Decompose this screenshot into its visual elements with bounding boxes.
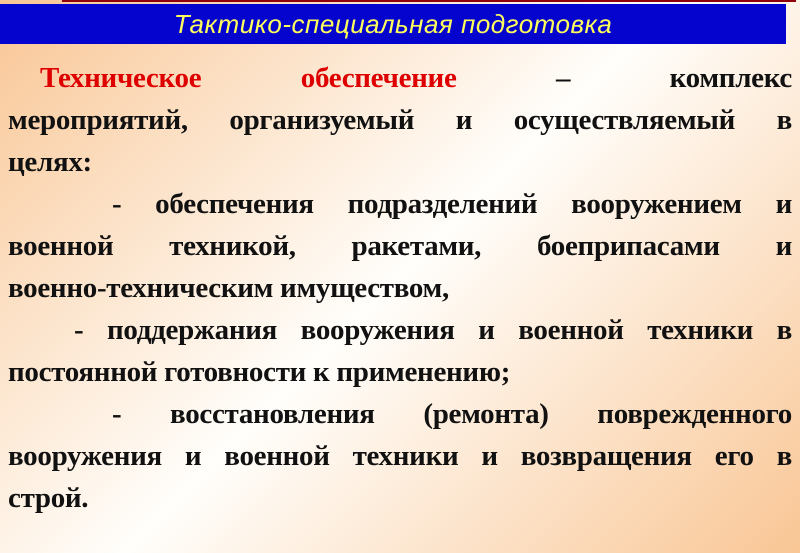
body-text-segment: военно-техническим имуществом, <box>8 272 449 304</box>
body-line <box>8 183 792 225</box>
body-line <box>8 267 792 309</box>
body-line <box>8 141 792 183</box>
body-text-segment: - обеспечения подразделений вооружением и <box>112 188 792 220</box>
body-line <box>8 57 792 99</box>
body-line <box>8 351 792 393</box>
top-border-line <box>62 0 796 2</box>
title-bar <box>0 4 786 44</box>
slide-title: Тактико-специальная подготовка <box>173 8 613 39</box>
body-line <box>8 99 792 141</box>
body-text-segment: постоянной готовности к применению; <box>8 356 511 388</box>
body-text <box>0 57 800 519</box>
body-line <box>8 435 792 477</box>
body-text-segment: – комплекс <box>456 62 792 94</box>
body-text-segment: - восстановления (ремонта) поврежденного <box>112 398 792 430</box>
body-text-segment: строй. <box>8 482 89 514</box>
body-line <box>8 393 792 435</box>
body-line <box>8 309 792 351</box>
body-text-segment: вооружения и военной техники и возвращения его в <box>8 440 792 472</box>
body-text-segment: мероприятий, организуемый и осуществляемый в <box>8 104 792 136</box>
body-text-segment: целях: <box>8 146 92 178</box>
body-text-segment: - поддержания вооружения и военной техники в <box>74 314 792 346</box>
term-highlight: Техническое обеспечение <box>40 62 457 94</box>
body-text-segment: военной техникой, ракетами, боеприпасами и <box>8 230 792 262</box>
body-line <box>8 477 792 519</box>
body-line <box>8 225 792 267</box>
